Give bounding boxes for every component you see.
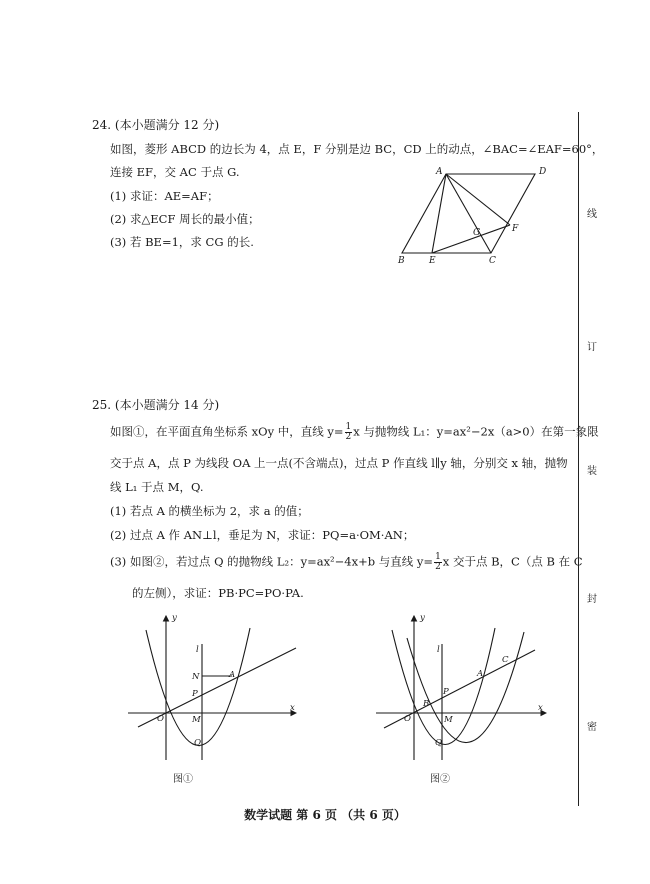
q24-part3: (3) 若 BE=1，求 CG 的长. xyxy=(110,235,254,249)
fig1-label-p: P xyxy=(192,689,198,699)
q25-stem-line2: 交于点 A，点 P 为线段 OA 上一点(不含端点)，过点 P 作直线 l∥y 轴，分别交 x 轴，抛物 xyxy=(110,456,568,470)
fig2-caption: 图② xyxy=(430,774,450,785)
fig1-label-o: O xyxy=(157,714,164,724)
fraction-numerator: 1 xyxy=(345,422,352,432)
fig2-label-c: C xyxy=(502,655,509,665)
fig1-label-x: x xyxy=(290,703,295,713)
page-footer: 数学试题 第 6 页 （共 6 页） xyxy=(244,808,406,822)
segment-af xyxy=(446,174,510,225)
q24-part1: (1) 求证：AE=AF； xyxy=(110,189,219,203)
q25-line1-text-a: 如图①，在平面直角坐标系 xOy 中，直线 y= xyxy=(110,424,344,439)
margin-char-xian: 线 xyxy=(587,209,597,220)
label-g: G xyxy=(473,228,481,238)
label-d: D xyxy=(539,167,547,177)
fig2-label-x: x xyxy=(538,703,543,713)
fig2-label-y: y xyxy=(420,613,425,623)
q25-part1: (1) 若点 A 的横坐标为 2，求 a 的值； xyxy=(110,504,309,518)
q25-part3-text-b: x 交于点 B，C（点 B 在 C xyxy=(442,554,583,569)
margin-char-zhuang: 装 xyxy=(587,466,597,477)
label-f: F xyxy=(512,224,519,234)
fig2-label-p: P xyxy=(443,687,449,697)
fig1-label-m: M xyxy=(192,715,201,725)
fig2-label-o: O xyxy=(404,714,411,724)
q25-stem-line3: 线 L₁ 于点 M，Q. xyxy=(110,480,204,494)
q25-stem-line1 xyxy=(110,423,599,442)
q25-part2: (2) 过点 A 作 AN⊥l，垂足为 N，求证：PQ=a·OM·AN； xyxy=(110,528,415,542)
q25-figure-1 xyxy=(118,610,308,790)
q24-header: 24. (本小题满分 12 分) xyxy=(92,118,220,132)
q24-stem-line2: 连接 EF，交 AC 于点 G. xyxy=(110,165,240,179)
label-e: E xyxy=(429,256,436,266)
q24-part2: (2) 求△ECF 周长的最小值； xyxy=(110,212,260,226)
fraction-one-half-2 xyxy=(434,553,442,572)
fig2-label-b: B xyxy=(423,699,430,709)
fig2-label-l: l xyxy=(437,645,440,655)
label-b: B xyxy=(398,256,405,266)
fig2-label-m: M xyxy=(444,715,453,725)
q25-part3-line1 xyxy=(110,553,583,572)
q24-rhombus-figure xyxy=(390,160,565,270)
q25-figure-2 xyxy=(370,610,560,790)
margin-char-mi: 密 xyxy=(587,722,597,733)
fig1-label-l: l xyxy=(196,645,199,655)
fig1-label-q: Q xyxy=(194,738,201,748)
fig1-label-y: y xyxy=(172,613,177,623)
q25-part3-line2: 的左侧），求证：PB·PC=PO·PA. xyxy=(132,586,304,600)
fig1-caption: 图① xyxy=(173,774,193,785)
binding-line xyxy=(578,112,579,806)
diagonal-ac xyxy=(446,174,491,253)
q24-stem-line1: 如图，菱形 ABCD 的边长为 4，点 E，F 分别是边 BC，CD 上的动点，∠BAC=∠EAF=60°， xyxy=(110,142,604,156)
fig2-label-q: Q xyxy=(435,738,442,748)
q25-line1-text-b: x 与抛物线 L₁：y=ax²−2x（a>0）在第一象限 xyxy=(353,424,599,439)
q25-part3-text-a: (3) 如图②，若过点 Q 的抛物线 L₂：y=ax²−4x+b 与直线 y= xyxy=(110,554,434,569)
margin-char-ding: 订 xyxy=(587,342,597,353)
fraction-denominator-2: 2 xyxy=(435,562,441,572)
fig2-label-a: A xyxy=(477,669,484,679)
fig1-label-a: A xyxy=(229,670,236,680)
margin-char-feng: 封 xyxy=(587,594,597,605)
label-c: C xyxy=(489,256,496,266)
fig1-label-n: N xyxy=(192,672,200,682)
fraction-numerator-2: 1 xyxy=(435,552,441,562)
fraction-one-half xyxy=(345,423,353,442)
q25-header: 25. (本小题满分 14 分) xyxy=(92,398,220,412)
label-a: A xyxy=(436,167,443,177)
fraction-denominator: 2 xyxy=(345,432,352,442)
